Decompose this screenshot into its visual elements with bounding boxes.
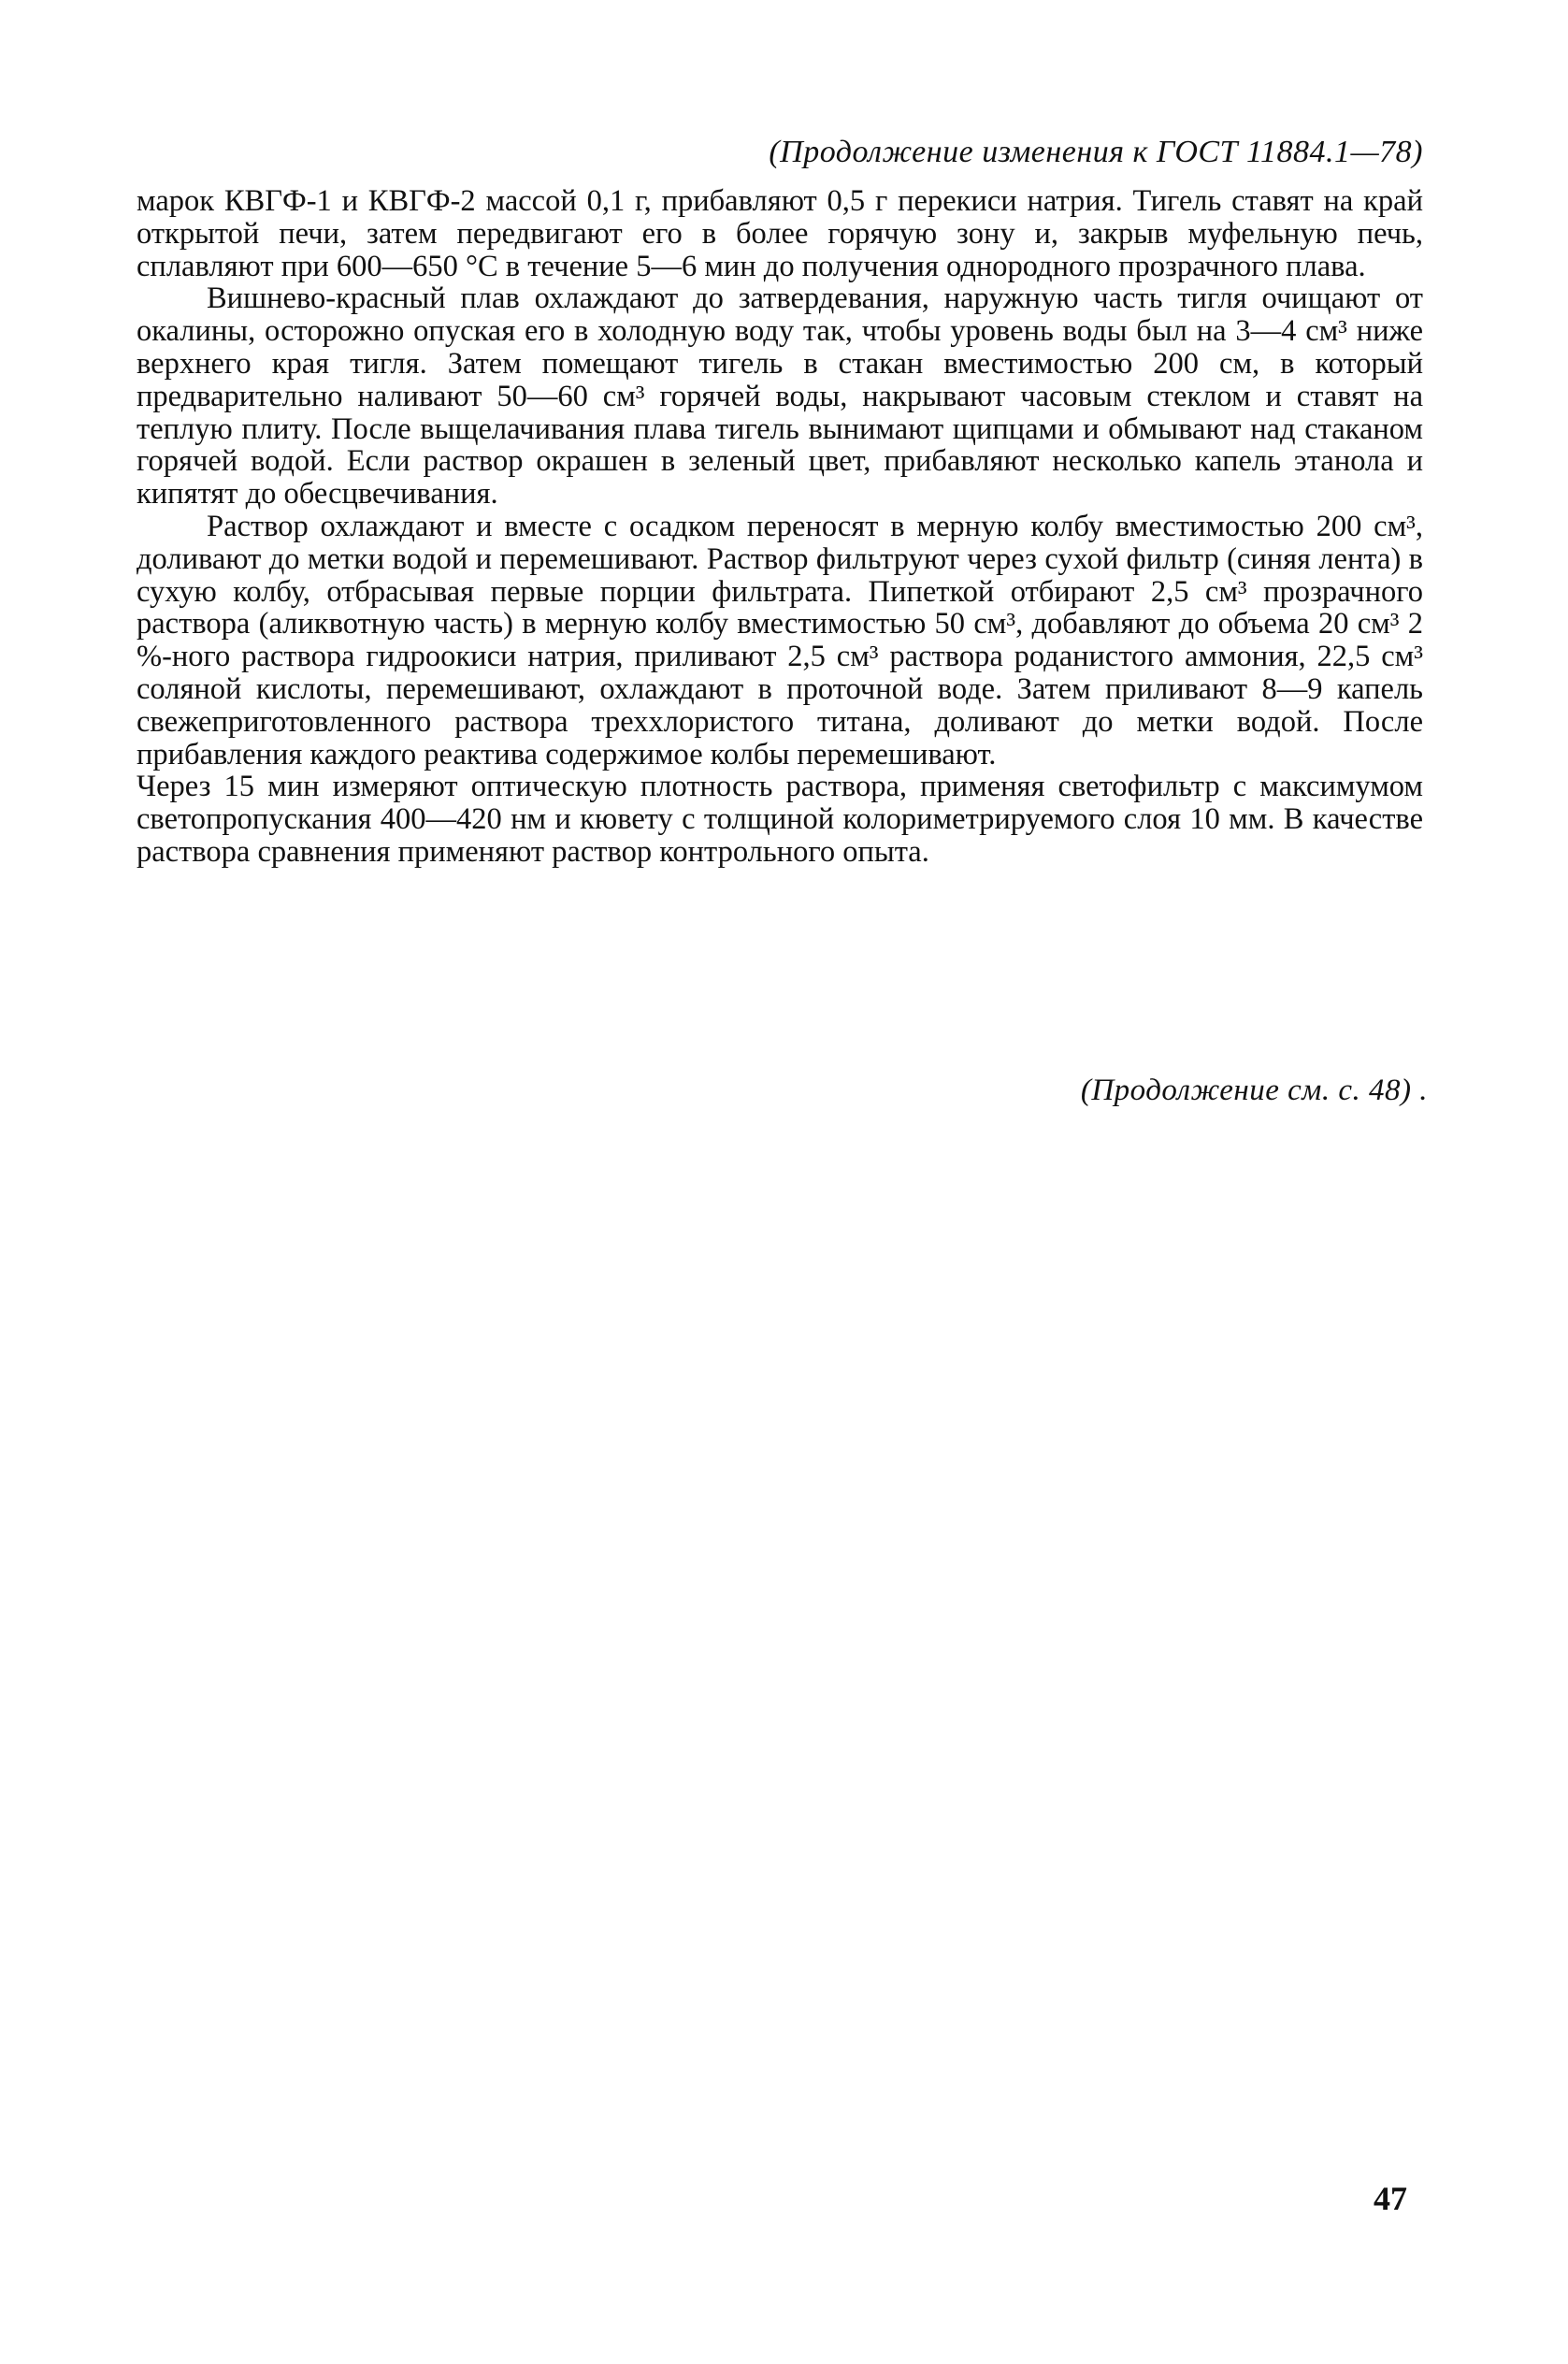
continued-note: (Продолжение см. с. 48) . xyxy=(1080,1074,1428,1107)
paragraph-2: Вишнево-красный плав охлаждают до затвердевания, наружную часть тигля очищают от окалины, осторожно опуская его в холодную воду так, чтобы уровень воды был на 3—4 см³ ниже верхнего края тигля. Затем помещают тигель в стакан вместимостью 200 см, в который предварительно наливают 50—60 см³ горячей воды, накрывают часовым стеклом и ставят на теплую плиту. После выщелачивания плава тигель вынимают щипцами и обмывают над стаканом горячей водой. Если раствор окрашен в зеленый цвет, прибавляют несколько капель этанола и кипятят до обесцвечивания. xyxy=(137,281,1423,512)
page-number: 47 xyxy=(1374,2180,1407,2217)
paragraph-1: марок КВГФ-1 и КВГФ-2 массой 0,1 г, прибавляют 0,5 г перекиси натрия. Тигель ставят на край открытой печи, затем передвигают его в более горячую зону и, закрыв муфельную печь, сплавляют при 600—650 °С в течение 5—6 мин до получения однородного прозрачного плава. xyxy=(137,184,1423,283)
document-body xyxy=(137,185,1423,869)
paragraph-3: Раствор охлаждают и вместе с осадком переносят в мерную колбу вместимостью 200 см³, доливают до метки водой и перемешивают. Раствор фильтруют через сухой фильтр (синяя лента) в сухую колбу, отбрасывая первые порции фильтрата. Пипеткой отбирают 2,5 см³ прозрачного раствора (аликвотную часть) в мерную колбу вместимостью 50 см³, добавляют до объема 20 см³ 2 %-ного раствора гидроокиси натрия, приливают 2,5 см³ раствора роданистого аммония, 22,5 см³ соляной кислоты, перемешивают, охлаждают в проточной воде. Затем приливают 8—9 капель свежеприготовленного раствора треххлористого титана, доливают до метки водой. После прибавления каждого реактива содержимое колбы перемешивают. xyxy=(137,509,1423,771)
continuation-header: (Продолжение изменения к ГОСТ 11884.1—78) xyxy=(769,135,1423,169)
paragraph-4: Через 15 мин измеряют оптическую плотность раствора, применяя светофильтр с максимумом светопропускания 400—420 нм и кювету с толщиной колориметрируемого слоя 10 мм. В качестве раствора сравнения применяют раствор контрольного опыта. xyxy=(137,770,1423,869)
